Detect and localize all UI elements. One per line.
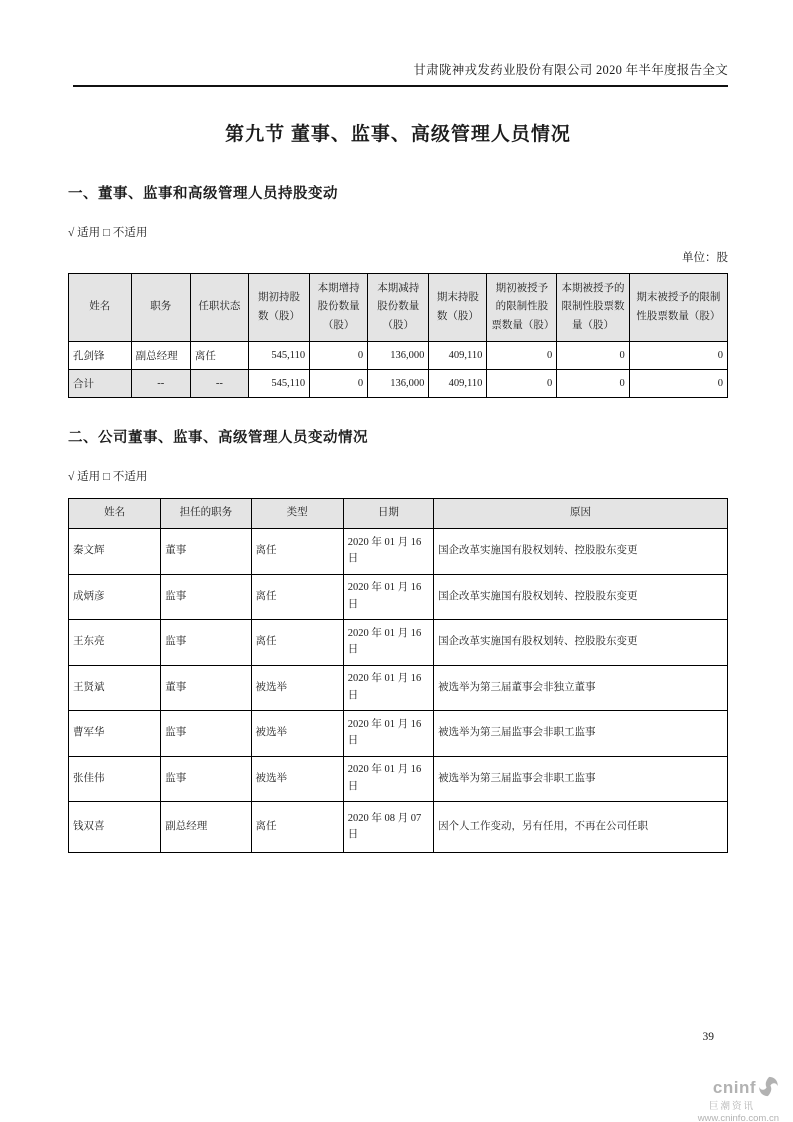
cell-type: 离任 bbox=[251, 529, 343, 575]
cell-position: 监事 bbox=[161, 711, 251, 757]
cell-date: 2020 年 01 月 16 日 bbox=[343, 529, 433, 575]
column-header: 期末被授予的限制性股票数量（股） bbox=[629, 274, 727, 342]
cell-value: 409,110 bbox=[429, 342, 487, 370]
column-header: 期初被授予的限制性股票数量（股） bbox=[487, 274, 557, 342]
table-total-row bbox=[69, 370, 728, 398]
section2-heading: 二、公司董事、监事、高级管理人员变动情况 bbox=[68, 430, 368, 446]
cell-date: 2020 年 01 月 16 日 bbox=[343, 620, 433, 666]
section2-applicability: √ 适用 □ 不适用 bbox=[68, 471, 148, 483]
cell-name: 张佳伟 bbox=[69, 756, 161, 802]
table-row bbox=[69, 574, 728, 620]
column-header: 类型 bbox=[251, 499, 343, 529]
table-row bbox=[69, 756, 728, 802]
column-header: 期末持股数（股） bbox=[429, 274, 487, 342]
cninfo-logo bbox=[649, 1076, 779, 1122]
table-header-row bbox=[69, 499, 728, 529]
table-row bbox=[69, 711, 728, 757]
cell-value: 0 bbox=[310, 370, 368, 398]
cell-value: -- bbox=[190, 370, 248, 398]
cell-name: 成炳彦 bbox=[69, 574, 161, 620]
cell-total-label: 合计 bbox=[69, 370, 132, 398]
cell-type: 被选举 bbox=[251, 756, 343, 802]
cell-position: 副总经理 bbox=[131, 342, 190, 370]
cell-date: 2020 年 01 月 16 日 bbox=[343, 574, 433, 620]
cell-type: 被选举 bbox=[251, 665, 343, 711]
section1-heading: 一、董事、监事和高级管理人员持股变动 bbox=[68, 186, 338, 202]
cell-name: 孔剑锋 bbox=[69, 342, 132, 370]
column-header: 本期增持股份数量（股） bbox=[310, 274, 368, 342]
cninfo-swirl-icon bbox=[758, 1076, 779, 1102]
unit-label: 单位：股 bbox=[682, 252, 728, 264]
cell-type: 离任 bbox=[251, 802, 343, 853]
table-row bbox=[69, 802, 728, 853]
cell-date: 2020 年 01 月 16 日 bbox=[343, 665, 433, 711]
column-header: 期初持股数（股） bbox=[248, 274, 309, 342]
cell-value: 0 bbox=[487, 370, 557, 398]
column-header: 本期减持股份数量（股） bbox=[368, 274, 429, 342]
column-header: 任职状态 bbox=[190, 274, 248, 342]
cell-name: 王贤斌 bbox=[69, 665, 161, 711]
cell-value: 0 bbox=[310, 342, 368, 370]
cell-position: 监事 bbox=[161, 756, 251, 802]
cell-position: 董事 bbox=[161, 665, 251, 711]
column-header: 本期被授予的限制性股票数量（股） bbox=[557, 274, 629, 342]
section1-applicability: √ 适用 □ 不适用 bbox=[68, 227, 148, 239]
cell-position: 监事 bbox=[161, 620, 251, 666]
page-title: 第九节 董事、监事、高级管理人员情况 bbox=[225, 124, 571, 145]
cninfo-brand-text: cninf bbox=[712, 1078, 756, 1098]
column-header: 担任的职务 bbox=[161, 499, 251, 529]
cell-reason: 因个人工作变动，另有任用，不再在公司任职 bbox=[434, 802, 728, 853]
column-header: 姓名 bbox=[69, 499, 161, 529]
cell-status: 离任 bbox=[190, 342, 248, 370]
table-row bbox=[69, 529, 728, 575]
cell-value: 0 bbox=[487, 342, 557, 370]
cell-value: 0 bbox=[629, 342, 727, 370]
cell-name: 钱双喜 bbox=[69, 802, 161, 853]
cell-value: 0 bbox=[629, 370, 727, 398]
table-header-row bbox=[69, 274, 728, 342]
personnel-change-table bbox=[68, 498, 728, 853]
cell-type: 被选举 bbox=[251, 711, 343, 757]
cell-value: 545,110 bbox=[248, 370, 309, 398]
running-header: 甘肃陇神戎发药业股份有限公司 2020 年半年度报告全文 bbox=[73, 0, 728, 87]
table-row bbox=[69, 620, 728, 666]
cell-value: 136,000 bbox=[368, 342, 429, 370]
table-row bbox=[69, 342, 728, 370]
cell-date: 2020 年 08 月 07 日 bbox=[343, 802, 433, 853]
cell-name: 曹军华 bbox=[69, 711, 161, 757]
cell-value: 0 bbox=[557, 342, 629, 370]
page-number: 39 bbox=[702, 1031, 714, 1043]
cell-value: 136,000 bbox=[368, 370, 429, 398]
cell-name: 秦文辉 bbox=[69, 529, 161, 575]
cell-name: 王东亮 bbox=[69, 620, 161, 666]
column-header: 原因 bbox=[434, 499, 728, 529]
cell-position: 监事 bbox=[161, 574, 251, 620]
cell-date: 2020 年 01 月 16 日 bbox=[343, 756, 433, 802]
cell-reason: 被选举为第三届董事会非独立董事 bbox=[434, 665, 728, 711]
cell-reason: 国企改革实施国有股权划转、控股股东变更 bbox=[434, 529, 728, 575]
cell-type: 离任 bbox=[251, 620, 343, 666]
cell-value: 545,110 bbox=[248, 342, 309, 370]
cell-value: -- bbox=[131, 370, 190, 398]
cell-type: 离任 bbox=[251, 574, 343, 620]
column-header: 职务 bbox=[131, 274, 190, 342]
cell-reason: 被选举为第三届监事会非职工监事 bbox=[434, 711, 728, 757]
cell-value: 409,110 bbox=[429, 370, 487, 398]
cell-reason: 国企改革实施国有股权划转、控股股东变更 bbox=[434, 574, 728, 620]
cell-reason: 被选举为第三届监事会非职工监事 bbox=[434, 756, 728, 802]
cell-reason: 国企改革实施国有股权划转、控股股东变更 bbox=[434, 620, 728, 666]
column-header: 姓名 bbox=[69, 274, 132, 342]
column-header: 日期 bbox=[343, 499, 433, 529]
table-row bbox=[69, 665, 728, 711]
shareholding-change-table bbox=[68, 273, 728, 398]
cell-position: 副总经理 bbox=[161, 802, 251, 853]
cell-value: 0 bbox=[557, 370, 629, 398]
cninfo-url: www.cninfo.com.cn bbox=[697, 1113, 779, 1122]
cninfo-subtitle: 巨潮资讯 bbox=[708, 1100, 755, 1112]
cell-position: 董事 bbox=[161, 529, 251, 575]
cell-date: 2020 年 01 月 16 日 bbox=[343, 711, 433, 757]
